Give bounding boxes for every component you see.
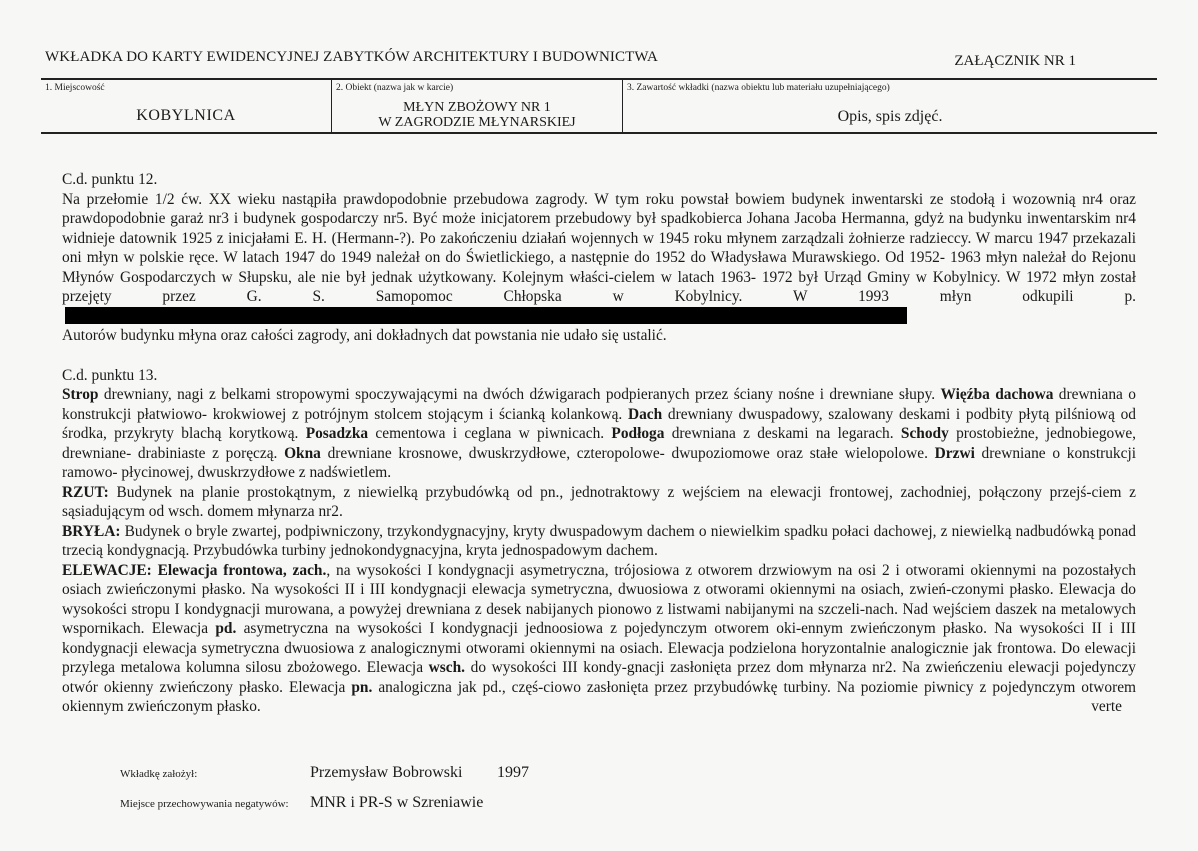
text: , na wysokości I kondygnacji asymetryczna, trójosiowa z otworem drzwiowym na osi 2 i otworami okiennymi na pozostałych osiach zwieńczonymi płasko. Na wysokości II i III kondygnacji elewacja symetryczna, dwuosiowa z otworami okiennymi na osiach, zwień-czonymi płasko. Elewacja do wysokości stropu I kondygnacji murowana, a powyżej drewniana z desek nabijanych pionowo z listwami nabijanymi na szczeli-nach. Nad wejściem daszek na metalowych wspornikach. Elewacja xyxy=(62,561,1136,637)
field-locality xyxy=(41,80,331,132)
term-bold: BRYŁA: xyxy=(62,522,121,540)
paragraph xyxy=(62,483,1136,522)
term-bold: Drzwi xyxy=(934,444,975,462)
term-bold: RZUT: xyxy=(62,483,109,501)
document-body xyxy=(62,170,1136,717)
section-heading: C.d. punktu 13. xyxy=(62,366,158,384)
text: drewniany dwuspadowy, szalowany deskami i podbity płytą pilśniową od środka, przykryty blachą korytkową. xyxy=(62,405,1136,442)
history-text: Na przełomie 1/2 ćw. XX wieku nastąpiła prawdopodobnie przebudowa zagrody. W tym roku powstał bowiem budynek inwentarski ze stodołą i wozownią nr4 oraz prawdopodobnie garaż nr3 i budynek gospodarczy nr5. Być może inicjatorem przebudowy był spadkobierca Johana Jacoba Hermanna, gdyż na budynku inwentarskim nr4 widnieje datownik 1925 z inicjałami E. H. (Hermann-?). Po zakończeniu działań wojennych w 1945 roku młynem zarządzali żołnierze radzieccy. W marcu 1947 przekazali oni młyn w polskie ręce. W latach 1947 do 1949 należał on do Świetlickiego, a następnie do 1952 do Władysława Murawskiego. Od 1952- 1963 młyn należał do Rejonu Młynów Gospodarczych w Słupsku, ale nie był jednak użytkowany. Kolejnym właści-cielem w latach 1963- 1972 był Urząd Gminy w Kobylnicy. W 1972 młyn został przejęty przez G. S. Samopomoc Chłopska w Kobylnicy. W 1993 młyn odkupili p. xyxy=(62,190,1136,305)
founder-label: Wkładkę założył: xyxy=(120,768,198,780)
field-contents xyxy=(622,80,1157,132)
term-bold: Strop xyxy=(62,386,99,403)
paragraph xyxy=(62,190,1136,327)
redaction-bar xyxy=(65,307,907,324)
term-bold: Podłoga xyxy=(611,425,665,442)
field-value xyxy=(332,100,622,130)
term-bold: Posadzka xyxy=(305,425,369,442)
field-object xyxy=(331,80,622,132)
term-bold: Dach xyxy=(627,405,663,423)
term-bold: pd. xyxy=(215,620,237,637)
text: drewniana o konstrukcji płatwiowo- krokwiowej z potrójnym stolcem stojącym i ścianką kolankową. xyxy=(62,386,1136,423)
negatives-label: Miejsce przechowywania negatywów: xyxy=(120,798,289,810)
term-bold: Więźba dachowa xyxy=(940,386,1054,403)
text: Budynek na planie prostokątnym, z niewielką przybudówką od pn., jednotraktowy z wejściem na elewacji frontowej, zachodniej, połączony przejś-ciem z sąsiadującym od wsch. domem młynarza nr2. xyxy=(62,483,1136,520)
negatives-location: MNR i PR-S w Szreniawie xyxy=(310,794,484,811)
text: drewniane krosnowe, dwuskrzydłowe, czteropolowe- dwupoziomowe oraz stałe wielopolowe. xyxy=(320,444,935,462)
text: drewniany, nagi z belkami stropowymi spoczywającymi na dwóch dźwigarach podpieranych przez ściany nośne i drewniane słupy. xyxy=(98,386,941,403)
text: drewniane o konstrukcji ramowo- płycinowej, dwuskrzydłowe z nadświetlem. xyxy=(62,444,1136,481)
document-title: WKŁADKA DO KARTY EWIDENCYJNEJ ZABYTKÓW ARCHITEKTURY I BUDOWNICTWA xyxy=(45,49,658,65)
section-heading: C.d. punktu 12. xyxy=(62,171,158,188)
term-bold: wsch. xyxy=(428,659,466,676)
field-value: Opis, spis zdjęć. xyxy=(837,108,943,125)
paragraph: Autorów budynku młyna oraz całości zagrody, ani dokładnych dat powstania nie udało się ustalić. xyxy=(62,327,667,344)
field-value-line: W ZAGRODZIE MŁYNARSKIEJ xyxy=(378,115,576,130)
term-bold: pn. xyxy=(351,678,373,696)
text: Budynek o bryle zwartej, podpiwniczony, trzykondygnacyjny, kryty dwuspadowym dachem o niewielkim spadku połaci dachowej, z niewielką nadbudówką ponad trzecią kondygnacją. Przybudówka turbiny jednokondygnacyjna, kryta jednospadowym dachem. xyxy=(62,522,1136,559)
text: analogiczna jak pd., częś-ciowo zasłonięta przez przybudówkę turbiny. Na poziomie piwnicy z pojedynczym otworem okiennym zwieńczonym płasko. xyxy=(62,678,1136,715)
field-caption: 2. Obiekt (nazwa jak w karcie) xyxy=(336,83,454,93)
field-value: KOBYLNICA xyxy=(136,107,236,124)
founding-year: 1997 xyxy=(497,764,529,781)
term-bold: Schody xyxy=(900,425,949,442)
field-caption: 3. Zawartość wkładki (nazwa obiektu lub materiału uzupełniającego) xyxy=(627,83,890,93)
term-bold: ELEWACJE: Elewacja frontowa, zach. xyxy=(62,561,327,579)
text: do wysokości III kondy-gnacji zasłonięta przez dom młynarza nr2. Na zwieńczeniu elewacji pojedynczy otwór okienny zwieńczony płasko. Elewacja xyxy=(62,659,1136,696)
founder-name: Przemysław Bobrowski xyxy=(310,764,463,781)
verte-note: verte xyxy=(1091,698,1122,715)
paragraph xyxy=(62,385,1136,483)
field-value-line: MŁYN ZBOŻOWY NR 1 xyxy=(403,100,551,115)
paragraph xyxy=(62,561,1136,717)
text: drewniana z deskami na legarach. xyxy=(664,425,901,442)
header-fields-table xyxy=(41,78,1157,134)
field-caption: 1. Miejscowość xyxy=(45,83,105,93)
text: cementowa i ceglana w piwnicach. xyxy=(368,425,612,442)
text: asymetryczna na wysokości I kondygnacji jednoosiowa z pojedynczym otworem oki-ennym zwieńczonym płasko. Na wysokości II i III kondygnacji elewacja symetryczna dwuosiowa z analogicznymi otworami okiennymi na osiach. Elewacja podzielona horyzontalnie analogicznie jak frontowa. Do elewacji przylega metalowa kolumna silosu zbożowego. Elewacja xyxy=(62,620,1136,676)
term-bold: Okna xyxy=(284,444,321,462)
attachment-number: ZAŁĄCZNIK NR 1 xyxy=(954,53,1076,69)
paragraph xyxy=(62,522,1136,561)
text: prostobieżne, jednobiegowe, drewniane- drabiniaste z poręczą. xyxy=(62,425,1137,462)
